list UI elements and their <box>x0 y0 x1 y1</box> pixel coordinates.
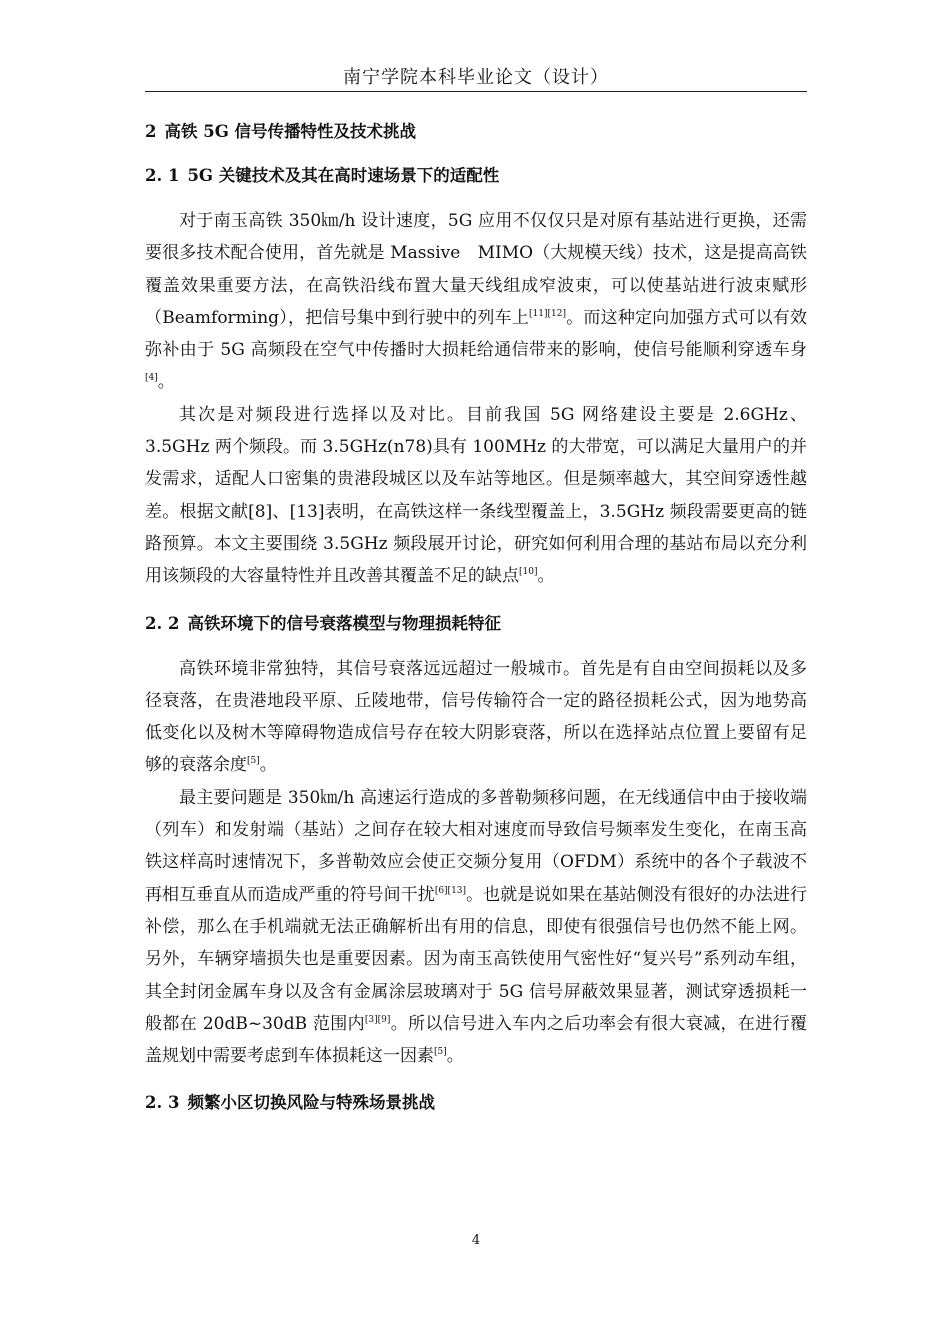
section-2-3-number: 2. 3 <box>145 1093 180 1113</box>
section-2-3-title: 频繁小区切换风险与特殊场景挑战 <box>187 1093 435 1113</box>
section-2-heading <box>145 117 807 147</box>
paragraph-1-text-b: 。而这种定向加强方式可以有效弥补由于 5G 高频段在空气中传播时大损耗给通信带来的影响，使信号能顺利穿透车身 <box>145 307 808 361</box>
paragraph-4 <box>145 782 807 1073</box>
paragraph-2-text-a: 其次是对频段进行选择以及对比。目前我国 5G 网络建设主要是 2.6GHz、3.5GHz 两个频段。而 3.5GHz(n78)具有 100MHz 的大带宽，可以满足大量用户的并发需求，适配人口密集的贵港段城区以及车站等地区。但是频率越大，其空间穿透性越差。根据文献[8]、[13]表明，在高铁这样一条线型覆盖上，3.5GHz 频段需要更高的链路预算。本文主要围绕 3.5GHz 频段展开讨论，研究如何利用合理的基站布局以充分利用该频段的大容量特性并且改善其覆盖不足的缺点 <box>145 404 807 587</box>
section-2-title: 高铁 5G 信号传播特性及技术挑战 <box>164 122 417 141</box>
paragraph-4-text-b: 。也就是说如果在基站侧没有很好的办法进行补偿，那么在手机端就无法正确解析出有用的信息，即使有很强信号也仍然不能上网。另外，车辆穿墙损失也是重要因素。因为南玉高铁使用气密性好“复兴号”系列动车组，其全封闭金属车身以及含有金属涂层玻璃对于 5G 信号屏蔽效果显著，测试穿透损耗一般都在 20dB~30dB 范围内 <box>145 884 808 1034</box>
paragraph-1-text-c: 。 <box>157 372 175 393</box>
section-2-2-heading <box>145 609 807 639</box>
citation: [5] <box>434 1047 447 1058</box>
section-2-number: 2 <box>145 122 157 141</box>
paragraph-3-text-a: 高铁环境非常独特，其信号衰落远远超过一般城市。首先是有自由空间损耗以及多径衰落，在贵港地段平原、丘陵地带，信号传输符合一定的路径损耗公式，因为地势高低变化以及树木等障碍物造成信号存在较大阴影衰落，所以在选择站点位置上要留有足够的衰落余度 <box>145 658 807 776</box>
section-2-2-number: 2. 2 <box>145 613 180 633</box>
section-2-1-title: 5G 关键技术及其在高时速场景下的适配性 <box>187 166 500 185</box>
citation: [11][12] <box>529 308 566 319</box>
paragraph-3-text-b: 。 <box>259 755 277 776</box>
paragraph-2-text-b: 。 <box>537 566 555 587</box>
paragraph-4-text-a: 最主要问题是 350㎞/h 高速运行造成的多普勒频移问题，在无线通信中由于接收端（列车）和发射端（基站）之间存在较大相对速度而导致信号频率发生变化，在南玉高铁这样高时速情况下，多普勒效应会使正交频分复用（OFDM）系统中的各个子载波不再相互垂直从而造成严重的符号间干扰 <box>145 787 807 905</box>
section-2-2-title: 高铁环境下的信号衰落模型与物理损耗特征 <box>187 613 501 633</box>
citation: [4] <box>145 373 158 384</box>
section-2-1-number: 2. 1 <box>145 166 180 185</box>
page-header: 南宁学院本科毕业论文（设计） <box>343 67 609 88</box>
page-body <box>145 117 807 1118</box>
paragraph-1 <box>145 205 807 399</box>
paragraph-4-text-c: 。所以信号进入车内之后功率会有很大衰减，在进行覆盖规划中需要考虑到车体损耗这一因素 <box>145 1013 807 1067</box>
page-number: 4 <box>471 1233 481 1248</box>
citation: [6][13] <box>434 885 467 896</box>
paragraph-3 <box>145 653 807 782</box>
paragraph-1-text-a: 对于南玉高铁 350㎞/h 设计速度，5G 应用不仅仅只是对原有基站进行更换，还需要很多技术配合使用，首先就是 Massive MIMO（大规模天线）技术，这是提高高铁覆盖效果重要方法，在高铁沿线布置大量天线组成窄波束，可以使基站进行波束赋形（Beamforming），把信号集中到行驶中的列车上 <box>145 211 807 328</box>
citation: [3][9] <box>364 1014 391 1025</box>
section-2-3-heading <box>145 1088 807 1118</box>
header-divider <box>145 91 807 92</box>
paragraph-2 <box>145 399 807 593</box>
paragraph-4-text-d: 。 <box>446 1046 464 1067</box>
citation: [10] <box>519 567 538 578</box>
citation: [5] <box>247 756 260 767</box>
section-2-1-heading <box>145 161 807 191</box>
